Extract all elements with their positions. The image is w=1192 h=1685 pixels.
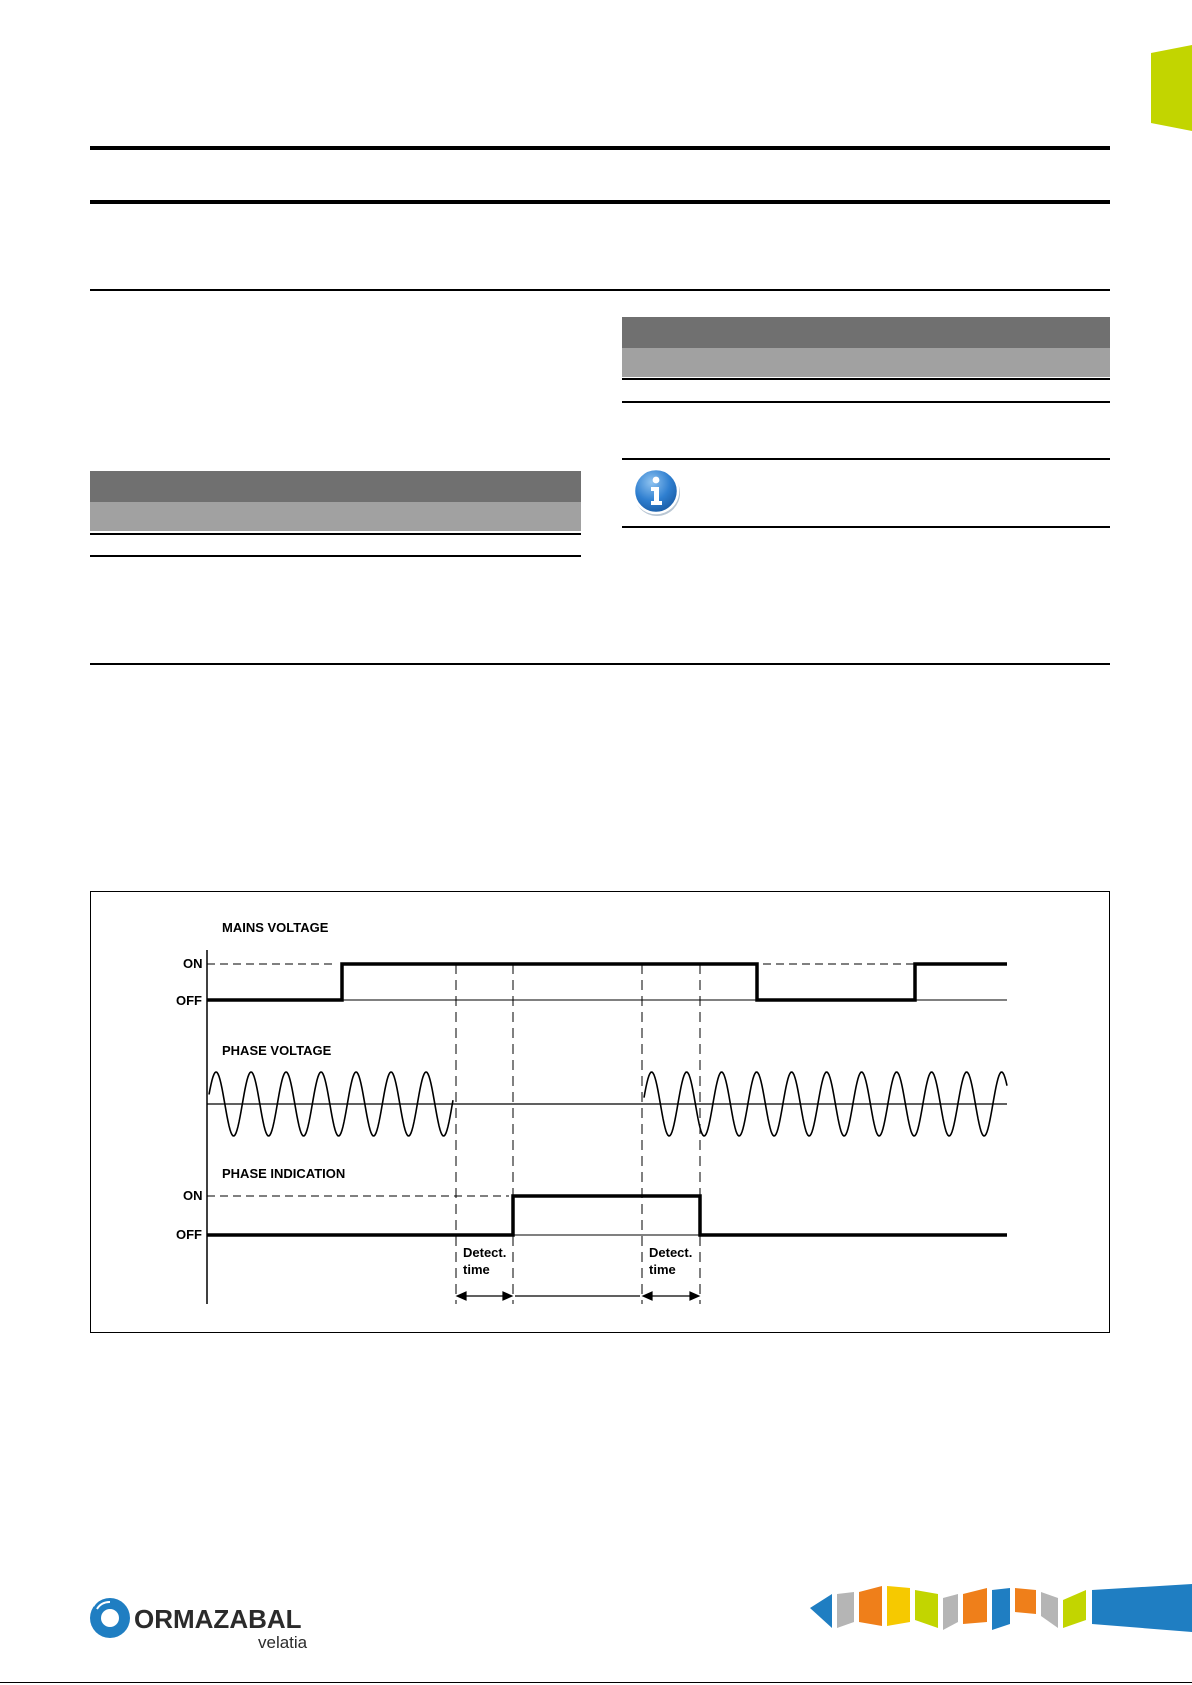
phase-indication-title: PHASE INDICATION — [222, 1166, 346, 1181]
logo-mark — [90, 1596, 130, 1638]
right-table-rule-2 — [622, 401, 1110, 403]
right-table-header-light — [622, 348, 1110, 377]
phase-voltage-title: PHASE VOLTAGE — [222, 1043, 332, 1058]
right-table-header-dark — [622, 317, 1110, 348]
header-rule-top — [90, 146, 1110, 150]
section-tab — [1151, 45, 1192, 131]
info-box-rule-top — [622, 458, 1110, 460]
indication-on-label: ON — [183, 1188, 203, 1203]
timing-diagram — [90, 891, 1110, 1333]
info-icon — [632, 467, 682, 517]
footer-rule — [0, 1682, 1192, 1683]
left-table-header-light — [90, 502, 581, 531]
detect-label-2-line2: time — [649, 1262, 676, 1277]
mains-on-label: ON — [183, 956, 203, 971]
mains-off-label: OFF — [176, 993, 202, 1008]
left-table-rule-1 — [90, 533, 581, 535]
section-divider-2 — [90, 663, 1110, 665]
detect-label-1-line1: Detect. — [463, 1245, 507, 1260]
timing-diagram-svg — [91, 892, 1111, 1334]
left-table-rule-2 — [90, 555, 581, 557]
logo-sub-text: velatia — [258, 1633, 308, 1652]
section-divider — [90, 289, 1110, 291]
detect-label-1-line2: time — [463, 1262, 490, 1277]
header-rule-bottom — [90, 200, 1110, 204]
indication-off-label: OFF — [176, 1227, 202, 1242]
logo-brand-text: ORMAZABAL — [134, 1604, 302, 1634]
mains-signal — [207, 964, 1007, 1000]
ormazabal-logo — [88, 1588, 328, 1664]
detect-time-arrows — [457, 1292, 699, 1300]
right-table-rule-1 — [622, 378, 1110, 380]
detect-label-2-line1: Detect. — [649, 1245, 693, 1260]
mains-voltage-title: MAINS VOLTAGE — [222, 920, 329, 935]
left-table-header-dark — [90, 471, 581, 502]
indication-signal — [207, 1196, 1007, 1235]
info-box-rule-bottom — [622, 526, 1110, 528]
decorative-stripe — [810, 1584, 1192, 1632]
